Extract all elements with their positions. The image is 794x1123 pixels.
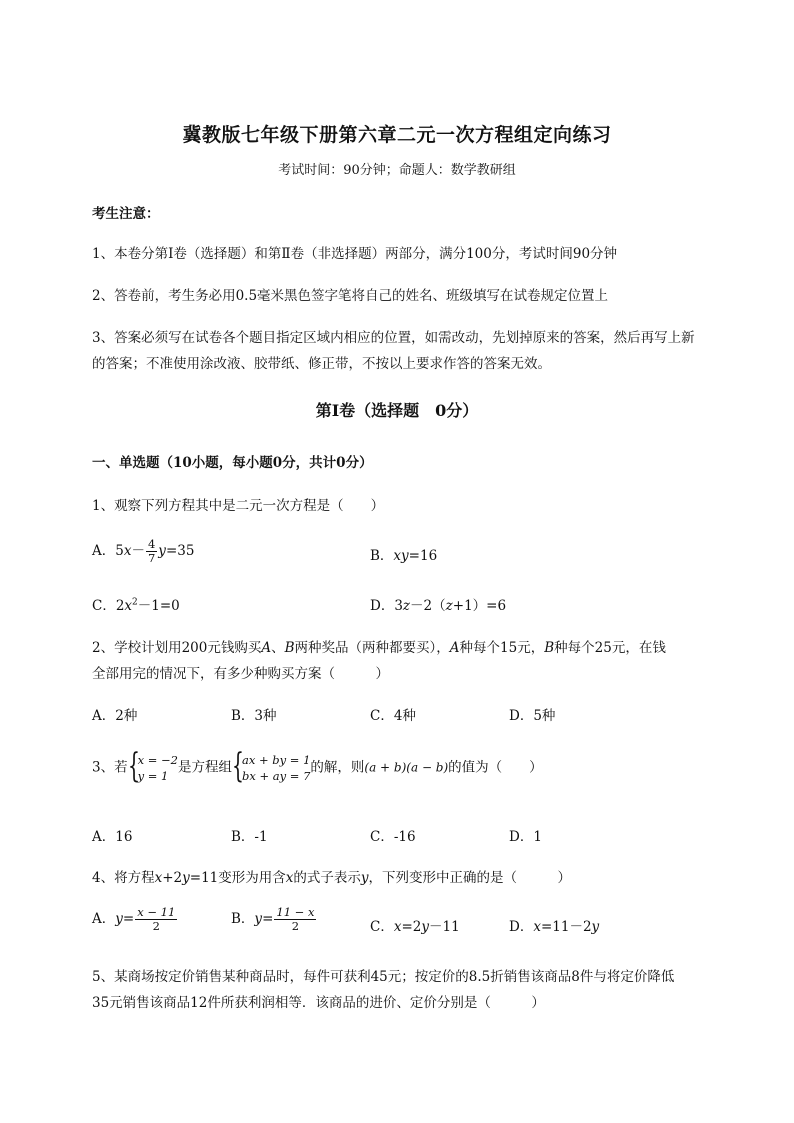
question-3-option-b: B．-1: [231, 829, 268, 845]
question-1-option-d: D．3z－2（z+1）=6: [370, 598, 507, 614]
question-2-stem-line2: 全部用完的情况下，有多少种购买方案（ ）: [92, 666, 389, 682]
notice-item-3: 3、答案必须写在试卷各个题目指定区域内相应的位置，如需改动，先划掉原来的答案，然后再写上新: [92, 330, 695, 346]
question-4-stem: 4、将方程x+2y=11变形为用含x的式子表示y，下列变形中正确的是（ ）: [92, 870, 572, 886]
question-2-option-c: C．4种: [370, 708, 416, 724]
equation-system: { ax + by = 1 bx + ay = 7: [231, 746, 311, 786]
section-title: 第I卷（选择题 0分）: [315, 401, 479, 420]
question-1-stem: 1、观察下列方程其中是二元一次方程是（ ）: [92, 498, 385, 514]
question-2-option-b: B．3种: [231, 708, 277, 724]
question-3-option-a: A．16: [92, 829, 133, 845]
question-2-option-a: A．2种: [92, 708, 138, 724]
question-4-option-c: C．x=2y－11: [370, 919, 460, 935]
question-5-stem-line2: 35元销售该商品12件所获利润相等．该商品的进价、定价分别是（ ）: [92, 995, 545, 1011]
question-1-option-a: A．5x－ $\frac{4}{7}$ y=35: [92, 537, 195, 565]
question-3-stem: 3、若 { x = −2 y = 1 是方程组 { ax + by = 1 bx + ay = 7 的解，则(a + b)(a − b)的值为（ ）: [92, 746, 543, 786]
page-title: 冀教版七年级下册第六章二元一次方程组定向练习: [182, 124, 612, 146]
notice-item-3-cont: 的答案；不准使用涂改液、胶带纸、修正带，不按以上要求作答的答案无效。: [92, 356, 551, 372]
question-5-stem-line1: 5、某商场按定价销售某种商品时，每件可获利45元；按定价的8.5折销售该商品8件与将定价降低: [92, 969, 675, 985]
question-4-option-a: A．y= $\frac{x - 11}{2}$: [92, 905, 176, 933]
fraction: $\frac{x - 11}{2}$: [137, 905, 176, 933]
question-1-option-b: B．xy=16: [370, 548, 438, 564]
question-3-option-c: C．-16: [370, 829, 416, 845]
equation-system-solution: { x = −2 y = 1: [127, 746, 178, 786]
notice-item-1: 1、本卷分第I卷（选择题）和第Ⅱ卷（非选择题）两部分，满分100分，考试时间90分钟: [92, 246, 618, 262]
question-2-stem-line1: 2、学校计划用200元钱购买A、B两种奖品（两种都要买），A种每个15元，B种每个25元，在钱: [92, 640, 666, 656]
notice-heading: 考生注意：: [92, 206, 160, 222]
page-subtitle: 考试时间：90分钟；命题人：数学教研组: [278, 163, 516, 178]
question-4-option-b: B．y= $\frac{11 - x}{2}$: [231, 905, 315, 933]
part-heading: 一、单选题（10小题，每小题0分，共计0分）: [92, 455, 373, 471]
question-4-option-d: D．x=11－2y: [509, 919, 600, 935]
question-3-option-d: D．1: [509, 829, 542, 845]
notice-item-2: 2、答卷前，考生务必用0.5毫米黑色签字笔将自己的姓名、班级填写在试卷规定位置上: [92, 288, 609, 304]
fraction: $\frac{4}{7}$: [147, 537, 156, 565]
fraction: $\frac{11 - x}{2}$: [276, 905, 315, 933]
question-2-option-d: D．5种: [509, 708, 556, 724]
question-1-option-c: C．$2x^2-1=0$: [92, 597, 180, 614]
